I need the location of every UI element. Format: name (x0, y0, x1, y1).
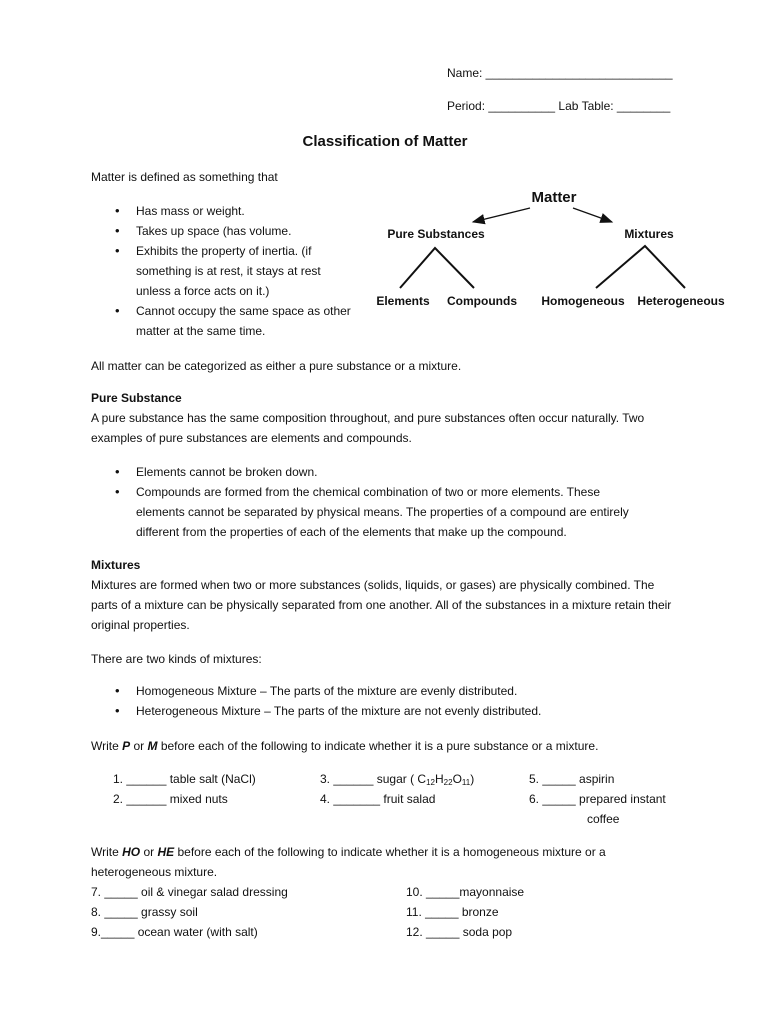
diagram-mixtures: Mixtures (624, 227, 674, 241)
diagram-compounds: Compounds (447, 294, 517, 308)
part2-instructions (91, 842, 681, 882)
instr-text: Write (91, 739, 123, 753)
part1-instructions (91, 739, 598, 753)
categorize-text: All matter can be categorized as either a pure substance or a mixture. (91, 359, 462, 373)
q3-text: ) (470, 772, 475, 786)
period-lab-field: Period: __________ Lab Table: ________ (447, 99, 671, 113)
arrow-to-pure (473, 208, 530, 222)
list-item: • Homogeneous Mixture – The parts of the mixture are evenly distributed. (91, 681, 651, 701)
question-9: 9._____ ocean water (with salt) (91, 925, 258, 939)
instr-text: before each of the following to indicate whether it is a homogeneous mixture or a heterogeneous mixture. (91, 845, 606, 879)
list-item: • Cannot occupy the same space as other matter at the same time. (91, 301, 366, 341)
diagram-pure-substances: Pure Substances (387, 227, 485, 241)
matter-properties-list (91, 201, 371, 341)
mixture-kinds-list (91, 681, 651, 721)
mixture-kinds-text: There are two kinds of mixtures: (91, 652, 262, 666)
name-field: Name: ____________________________ (447, 66, 673, 80)
list-item: • Takes up space (has volume. (91, 221, 371, 241)
pure-substance-list (91, 462, 651, 542)
instr-text: or (140, 845, 158, 859)
mixtures-branch (596, 246, 685, 288)
diagram-elements: Elements (376, 294, 430, 308)
intro-text: Matter is defined as something that (91, 170, 278, 184)
q3-text: H (434, 772, 444, 786)
question-6: 6. _____ prepared instant (529, 792, 666, 806)
question-6-cont: coffee (587, 812, 620, 826)
q3-sub: 22 (443, 778, 453, 787)
question-1: 1. ______ table salt (NaCl) (113, 772, 256, 786)
question-5: 5. _____ aspirin (529, 772, 615, 786)
code-ho: HO (122, 845, 141, 859)
diagram-homogeneous: Homogeneous (541, 294, 625, 308)
question-3 (320, 769, 474, 789)
code-he: HE (157, 845, 175, 859)
page-title: Classification of Matter (302, 133, 468, 150)
question-10: 10. _____mayonnaise (406, 885, 525, 899)
question-4: 4. _______ fruit salad (320, 792, 436, 806)
code-m: M (147, 739, 158, 753)
classification-diagram (360, 180, 760, 320)
mixtures-text: Mixtures are formed when two or more substances (solids, liquids, or gases) are physically combined. The parts of a mixture can be physically separated from one another. All of the substances in a mixture retain their original properties. (91, 578, 672, 632)
code-p: P (122, 739, 131, 753)
diagram-heterogeneous: Heterogeneous (637, 294, 725, 308)
instr-text: or (130, 739, 148, 753)
instr-text: Write (91, 845, 123, 859)
list-item: • Compounds are formed from the chemical combination of two or more elements. These elements cannot be separated by physical means. The properties of a compound are entirely different from the properties of each of the elements that make up the compound. (91, 482, 651, 542)
question-8: 8. _____ grassy soil (91, 905, 198, 919)
q3-text: 3. ______ sugar ( C (320, 772, 427, 786)
question-11: 11. _____ bronze (406, 905, 499, 919)
question-2: 2. ______ mixed nuts (113, 792, 228, 806)
question-7: 7. _____ oil & vinegar salad dressing (91, 885, 288, 899)
q3-sub: 11 (461, 778, 471, 787)
pure-substance-text: A pure substance has the same composition throughout, and pure substances often occur naturally. Two examples of pure substances are elements and compounds. (91, 411, 645, 445)
instr-text: before each of the following to indicate whether it is a pure substance or a mixture. (157, 739, 599, 753)
q3-sub: 12 (426, 778, 435, 787)
q3-text: O (452, 772, 462, 786)
question-12: 12. _____ soda pop (406, 925, 513, 939)
list-item: • Heterogeneous Mixture – The parts of the mixture are not evenly distributed. (91, 701, 651, 721)
list-item: • Has mass or weight. (91, 201, 371, 221)
list-item: • Elements cannot be broken down. (91, 462, 651, 482)
list-item: • Exhibits the property of inertia. (if something is at rest, it stays at rest unless a force acts on it.) (91, 241, 351, 301)
pure-substance-heading: Pure Substance (91, 391, 182, 405)
pure-branch (400, 248, 474, 288)
diagram-root: Matter (531, 189, 577, 206)
arrow-to-mixtures (573, 208, 612, 222)
mixtures-heading: Mixtures (91, 558, 141, 572)
